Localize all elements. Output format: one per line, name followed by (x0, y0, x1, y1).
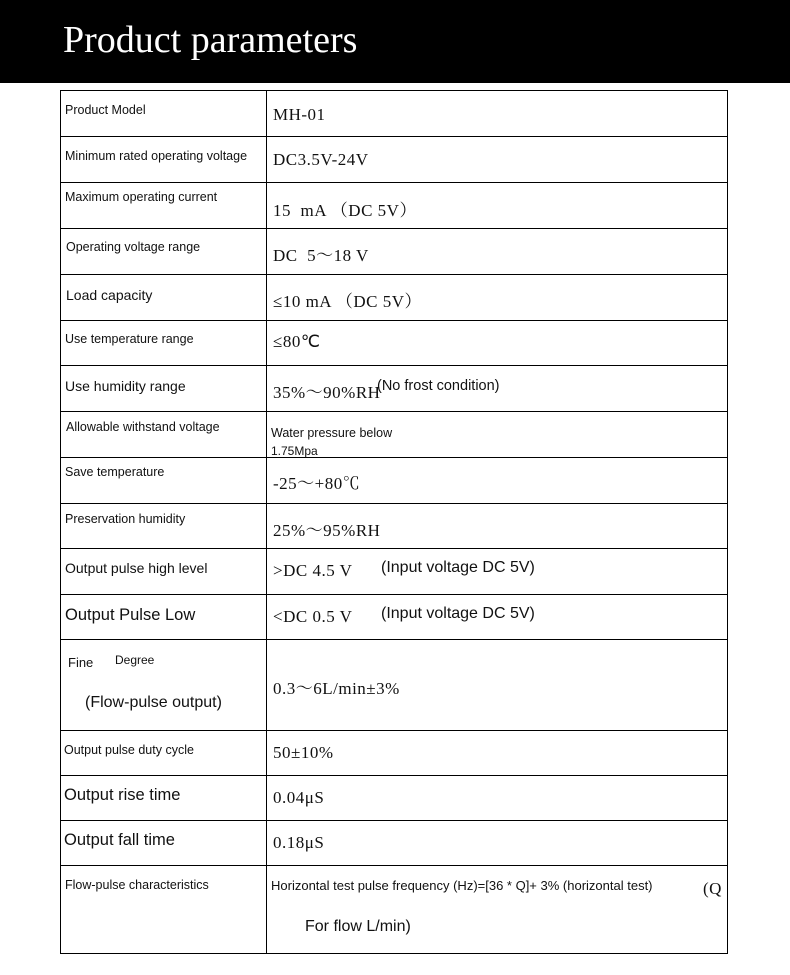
table-row (61, 776, 727, 821)
param-label: Output pulse duty cycle (64, 743, 194, 757)
param-value: 25%～95%RH (273, 521, 381, 540)
param-value: ≤80℃ (273, 332, 321, 351)
table-row (61, 229, 727, 275)
param-label-part-c: (Flow-pulse output) (85, 694, 222, 711)
table-row (61, 91, 727, 137)
param-label: Output fall time (64, 831, 175, 849)
param-value: 15 mA （DC 5V） (273, 201, 417, 220)
param-label: Save temperature (65, 465, 165, 479)
table-row (61, 137, 727, 183)
param-label: Preservation humidity (65, 512, 186, 526)
param-value: DC3.5V-24V (273, 150, 369, 169)
param-note: (Input voltage DC 5V) (381, 559, 535, 576)
table-row (61, 366, 727, 412)
param-label-part-a: Fine (68, 655, 94, 670)
param-value-line2: For flow L/min) (305, 918, 411, 935)
param-value: ≤10 mA （DC 5V） (273, 292, 423, 311)
table-row (61, 504, 727, 549)
param-note: (No frost condition) (377, 378, 500, 394)
param-label: Minimum rated operating voltage (65, 149, 248, 163)
param-label: Maximum operating current (65, 190, 218, 204)
table-row (61, 412, 727, 458)
page-header (0, 0, 790, 83)
param-label: Allowable withstand voltage (66, 420, 220, 434)
param-label-part-b: Degree (115, 653, 155, 667)
param-label: Product Model (65, 103, 146, 117)
table-row (61, 731, 727, 776)
param-value: 50±10% (273, 743, 334, 762)
param-label: Output rise time (64, 786, 181, 804)
param-label: Load capacity (66, 287, 153, 303)
table-row (61, 595, 727, 640)
param-value: >DC 4.5 V (273, 561, 353, 580)
param-value-q: (Q (703, 879, 722, 898)
table-row (61, 183, 727, 229)
param-value: 0.3～6L/min±3% (273, 679, 400, 698)
param-value: 0.18μS (273, 833, 325, 852)
param-value: 35%～90%RH (273, 383, 381, 402)
param-label: Flow-pulse characteristics (65, 878, 209, 892)
param-value-line1: Water pressure below (271, 426, 393, 440)
param-note: (Input voltage DC 5V) (381, 605, 535, 622)
param-label: Operating voltage range (66, 240, 201, 254)
param-value: DC 5～18 V (273, 246, 369, 265)
table-row (61, 866, 727, 954)
table-row (61, 640, 727, 731)
param-label: Output pulse high level (65, 560, 208, 576)
table-row (61, 458, 727, 504)
param-label: Use temperature range (65, 332, 194, 346)
table-row (61, 275, 727, 321)
param-label: Use humidity range (65, 378, 186, 394)
table-row (61, 549, 727, 595)
table-row (61, 321, 727, 366)
param-value: MH-01 (273, 105, 326, 124)
param-value: 0.04μS (273, 788, 325, 807)
parameters-table (60, 90, 728, 954)
param-value: -25～+80℃ (273, 474, 361, 493)
table-row (61, 821, 727, 866)
param-value: <DC 0.5 V (273, 607, 353, 626)
param-value-line2: 1.75Mpa (271, 444, 318, 458)
page-title: Product parameters (63, 19, 358, 61)
param-value-line1: Horizontal test pulse frequency (Hz)=[36 * Q]+ 3% (horizontal test) (271, 878, 653, 893)
param-label: Output Pulse Low (65, 606, 196, 624)
